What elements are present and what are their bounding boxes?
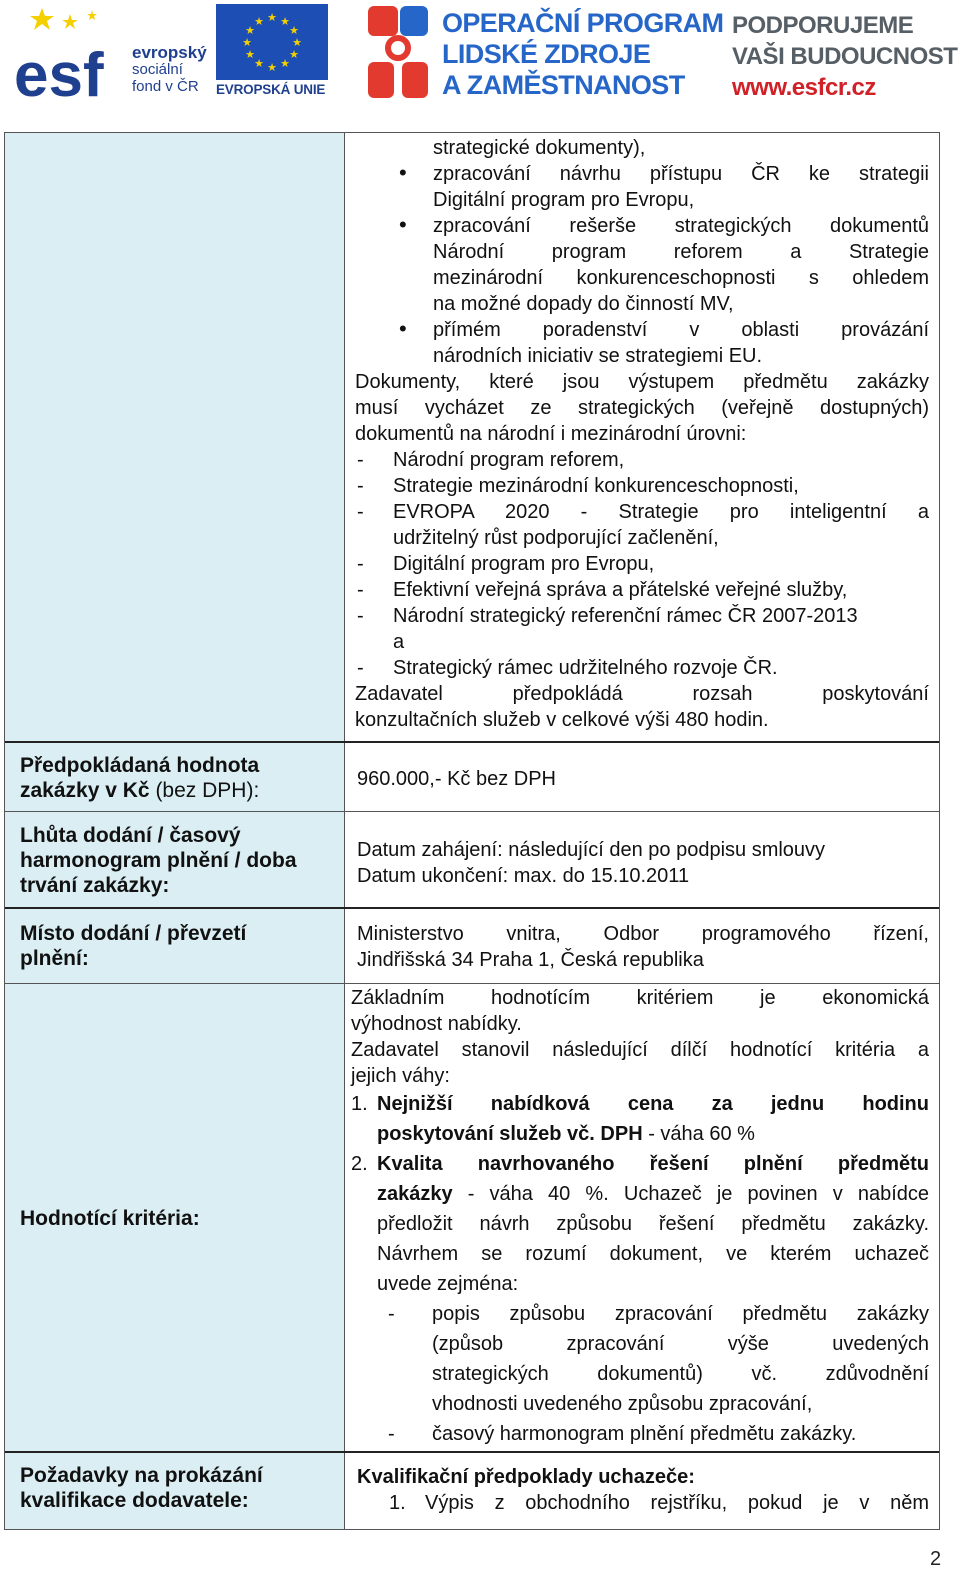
- esf-logo-icon: [12, 4, 112, 100]
- estimated-value: 960.000,- Kč bez DPH: [357, 768, 556, 790]
- svg-text:★: ★: [289, 48, 299, 61]
- evaluation-criteria: [351, 985, 929, 1449]
- criterion-1: [351, 1089, 929, 1149]
- sub-item-line: (způsob zpracování výše uvedených: [432, 1333, 929, 1355]
- document-item-cont: udržitelný růst podporující začlenění,: [393, 527, 719, 549]
- criterion-line: předložit návrh způsobu řešení předmětu zakázky.: [377, 1213, 929, 1235]
- esf-line-3: fond v ČR: [132, 78, 199, 95]
- label-text: Předpokládaná hodnota: [20, 754, 260, 777]
- criterion-title-cont: zakázky: [377, 1183, 453, 1205]
- esf-text: [132, 44, 207, 95]
- scope-line: musí vycházet ze strategických (veřejně dostupných): [355, 397, 929, 419]
- label-delivery-place: [20, 921, 246, 971]
- criterion-weight: - váha 60 %: [642, 1123, 755, 1145]
- dash-icon: -: [357, 657, 364, 679]
- start-date: Datum zahájení: následující den po podpisu smlouvy: [357, 839, 826, 861]
- criterion-2: [351, 1149, 929, 1449]
- header-logos: [0, 0, 960, 108]
- sub-item-line: strategických dokumentů) vč. zdůvodnění: [432, 1363, 929, 1385]
- delivery-place: [357, 921, 929, 973]
- svg-text:★: ★: [254, 57, 264, 70]
- svg-text:★: ★: [242, 36, 252, 49]
- place-line: Jindřišská 34 Praha 1, Česká republika: [357, 949, 704, 971]
- sub-item: [377, 1299, 929, 1419]
- row-divider: [5, 1451, 939, 1453]
- delivery-dates: [357, 837, 825, 889]
- end-date: Datum ukončení: max. do 15.10.2011: [357, 865, 690, 887]
- support-line-1: PODPORUJEME: [732, 12, 914, 39]
- qualification-content: [357, 1464, 929, 1516]
- label-evaluation-criteria: Hodnotící kritéria:: [20, 1207, 200, 1230]
- scope-line: národních iniciativ se strategiemi EU.: [433, 345, 763, 367]
- label-text: trvání zakázky:: [20, 874, 170, 897]
- item-number: 1.: [389, 1492, 406, 1514]
- document-item: Národní program reforem,: [393, 449, 625, 471]
- document-item: EVROPA 2020 - Strategie pro inteligentní a: [393, 501, 929, 523]
- label-text: Místo dodání / převzetí: [20, 922, 247, 945]
- dash-icon: -: [357, 501, 364, 523]
- bullet-icon: •: [399, 212, 407, 237]
- row-divider: [5, 983, 939, 984]
- document-item: Digitální program pro Evropu,: [393, 553, 655, 575]
- criterion-number: 2.: [351, 1153, 368, 1175]
- qualification-item: Výpis z obchodního rejstříku, pokud je v něm: [425, 1492, 929, 1514]
- dash-icon: -: [357, 553, 364, 575]
- scope-content: [355, 135, 929, 733]
- qualification-heading: Kvalifikační předpoklady uchazeče:: [357, 1466, 695, 1488]
- scope-line: dokumentů na národní i mezinárodní úrovni:: [355, 423, 747, 445]
- bullet-icon: •: [399, 160, 407, 185]
- document-item: Efektivní veřejná správa a přátelské veřejné služby,: [393, 579, 848, 601]
- scope-line: Národní program reforem a Strategie: [433, 241, 929, 263]
- page-number: 2: [930, 1548, 942, 1570]
- criterion-line: uvede zejména:: [377, 1273, 519, 1295]
- svg-text:esf: esf: [14, 41, 104, 100]
- dash-icon: -: [357, 605, 364, 627]
- dash-icon: -: [388, 1303, 395, 1325]
- closing-line: konzultačních služeb v celkové výši 480 hodin.: [355, 709, 769, 731]
- svg-text:★: ★: [245, 48, 255, 61]
- closing-line: Zadavatel předpokládá rozsah poskytování: [355, 683, 929, 705]
- scope-line: Dokumenty, které jsou výstupem předmětu zakázky: [355, 371, 929, 393]
- scope-line: zpracování rešerše strategických dokumentů: [433, 215, 929, 237]
- eu-flag-icon: [216, 4, 328, 80]
- dash-icon: -: [357, 579, 364, 601]
- label-qualification: [20, 1463, 263, 1513]
- scope-line: přímém poradenství v oblasti provázání: [433, 319, 929, 341]
- scope-line: strategické dokumenty),: [433, 137, 646, 159]
- scope-line: mezinárodní konkurenceschopnosti s ohledem: [433, 267, 929, 289]
- svg-text:★: ★: [254, 15, 264, 28]
- label-text-light: (bez DPH):: [155, 779, 260, 802]
- esf-line-2: sociální: [132, 61, 183, 78]
- support-line-2: VAŠI BUDOUCNOST: [732, 43, 958, 70]
- sub-item: [377, 1419, 929, 1449]
- criterion-weight: - váha 40 %. Uchazeč je povinen v nabídce: [452, 1183, 929, 1205]
- dash-icon: -: [357, 475, 364, 497]
- svg-text:★: ★: [289, 24, 299, 37]
- document-item: Národní strategický referenční rámec ČR 2007-2013: [393, 605, 858, 627]
- label-text: Požadavky na prokázání: [20, 1464, 263, 1487]
- criterion-title: Nejnižší nabídková cena za jednu hodinu: [377, 1093, 929, 1115]
- label-text: Lhůta dodání / časový: [20, 824, 241, 847]
- criteria-line: Základním hodnotícím kritériem je ekonomická: [351, 987, 929, 1009]
- eu-label: EVROPSKÁ UNIE: [216, 82, 326, 97]
- row-divider: [5, 811, 939, 812]
- scope-line: na možné dopady do činností MV,: [433, 293, 734, 315]
- criterion-number: 1.: [351, 1093, 368, 1115]
- svg-text:★: ★: [267, 61, 277, 74]
- criteria-line: výhodnost nabídky.: [351, 1013, 522, 1035]
- dash-icon: -: [357, 449, 364, 471]
- label-text: plnění:: [20, 947, 89, 970]
- op-line-1: OPERAČNÍ PROGRAM: [442, 8, 724, 38]
- scope-line: Digitální program pro Evropu,: [433, 189, 695, 211]
- criterion-title-cont: poskytování služeb vč. DPH: [377, 1123, 643, 1145]
- sub-item-line: popis způsobu zpracování předmětu zakázky: [432, 1303, 929, 1325]
- tender-table: [4, 132, 940, 1530]
- svg-text:★: ★: [292, 36, 302, 49]
- svg-text:★: ★: [245, 24, 255, 37]
- place-line: Ministerstvo vnitra, Odbor programového řízení,: [357, 923, 929, 945]
- svg-text:★: ★: [280, 15, 290, 28]
- row-divider: [5, 741, 939, 743]
- svg-text:★: ★: [280, 57, 290, 70]
- op-program-text: [442, 8, 723, 101]
- sub-item-line: vhodnosti uvedeného způsobu zpracování,: [432, 1393, 813, 1415]
- criteria-line: Zadavatel stanovil následující dílčí hodnotící kritéria a: [351, 1039, 929, 1061]
- criterion-title: Kvalita navrhovaného řešení plnění předmětu: [377, 1153, 929, 1175]
- label-delivery-time: [20, 823, 297, 898]
- document-item: Strategie mezinárodní konkurenceschopnosti,: [393, 475, 799, 497]
- op-line-2: LIDSKÉ ZDROJE: [442, 39, 651, 69]
- document-item-cont: a: [393, 631, 405, 653]
- support-url: www.esfcr.cz: [732, 74, 876, 101]
- op-puzzle-logo-icon: [366, 4, 430, 100]
- support-slogan: [732, 10, 957, 103]
- bullet-icon: •: [399, 316, 407, 341]
- op-line-3: A ZAMĚSTNANOST: [442, 70, 685, 100]
- sub-item-line: časový harmonogram plnění předmětu zakázky.: [432, 1423, 857, 1445]
- row-divider: [5, 907, 939, 909]
- scope-line: zpracování návrhu přístupu ČR ke strategii: [433, 163, 929, 185]
- document-item: Strategický rámec udržitelného rozvoje ČR.: [393, 657, 778, 679]
- label-estimated-value: [20, 753, 259, 803]
- criteria-line: jejich váhy:: [351, 1065, 450, 1087]
- esf-line-1: evropský: [132, 43, 207, 62]
- criterion-line: Návrhem se rozumí dokument, ve kterém uchazeč: [377, 1243, 929, 1265]
- label-text: harmonogram plnění / doba: [20, 849, 297, 872]
- svg-text:★: ★: [267, 11, 277, 24]
- label-text: kvalifikace dodavatele:: [20, 1489, 249, 1512]
- dash-icon: -: [388, 1423, 395, 1445]
- label-text: zakázky v Kč: [20, 779, 150, 802]
